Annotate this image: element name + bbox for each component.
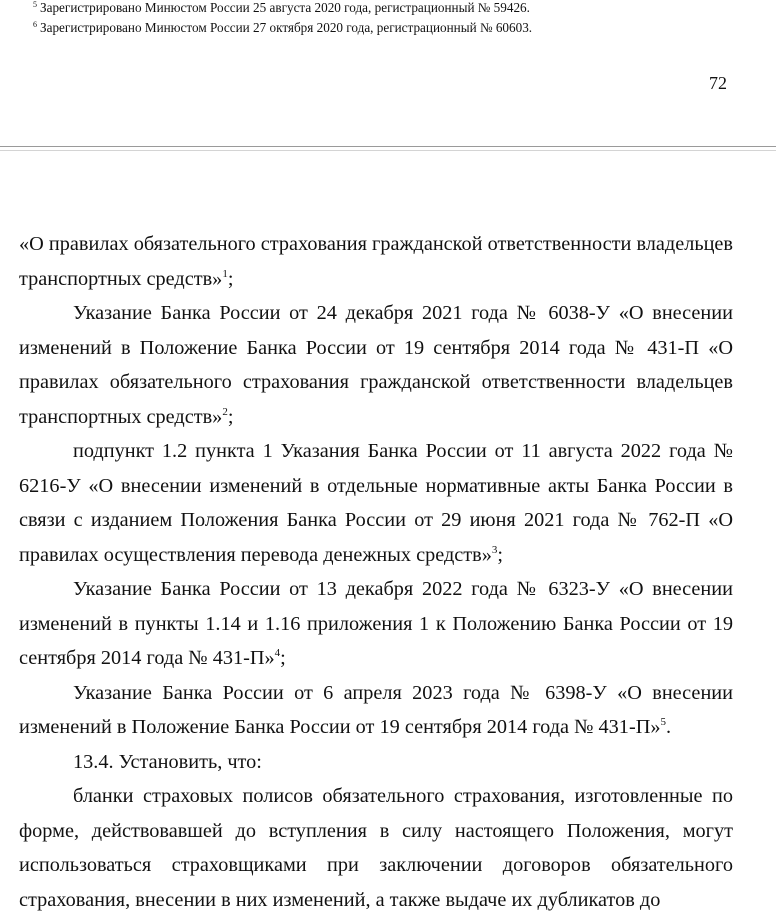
footnote-6 [33, 16, 753, 36]
paragraph-ukazanie-6323 [19, 572, 733, 676]
paragraph-continuation [19, 227, 733, 296]
paragraph-section-13-4 [19, 745, 733, 780]
footnote-number: 5 [33, 0, 37, 9]
paragraph-blanks [19, 779, 733, 915]
footnote-5 [33, 0, 753, 16]
paragraph-ukazanie-6038 [19, 296, 733, 434]
footnote-text: Зарегистрировано Минюстом России 25 августа 2020 года, регистрационный № 59426. [40, 0, 530, 15]
body-text [19, 227, 733, 915]
paragraph-tail: ; [227, 405, 234, 428]
footnote-ref: 1 [222, 267, 228, 280]
footnote-ref: 5 [660, 716, 666, 728]
paragraph-text: бланки страховых полисов обязательного страхования, изготовленные по форме, действовавшей до вступления в силу настоящего Положения, могут использоваться страховщиками при заключении договоров обязательного страхования, внесении в них изменений, а также выдаче их дубликатов до [19, 785, 733, 911]
paragraph-text: Указание Банка России от 6 апреля 2023 года № 6398-У «О внесении изменений в Положение Банка России от 19 сентября 2014 года № 431-П» [19, 681, 733, 738]
paragraph-tail: . [666, 716, 672, 738]
page-break-line-secondary [0, 150, 776, 151]
page-break-line [0, 146, 776, 147]
paragraph-ukazanie-6398 [19, 676, 733, 745]
paragraph-text: «О правилах обязательного страхования гражданской ответственности владельцев транспортных средств» [19, 233, 733, 290]
paragraph-text: Указание Банка России от 13 декабря 2022 года № 6323-У «О внесении изменений в пункты 1.14 и 1.16 приложения 1 к Положению Банка России от 19 сентября 2014 года № 431-П» [19, 578, 733, 669]
paragraph-text: 13.4. Установить, что: [73, 750, 262, 773]
footnote-number: 6 [33, 20, 37, 29]
paragraph-text: Указание Банка России от 24 декабря 2021 года № 6038-У «О внесении изменений в Положение Банка России от 19 сентября 2014 года № 431-П «О правилах обязательного страхования гражданской ответственности владельцев транспортных средств» [19, 302, 733, 428]
footnote-text: Зарегистрировано Минюстом России 27 октября 2020 года, регистрационный № 60603. [40, 20, 533, 35]
paragraph-tail: ; [227, 267, 234, 290]
paragraph-text: подпункт 1.2 пункта 1 Указания Банка России от 11 августа 2022 года № 6216-У «О внесении изменений в отдельные нормативные акты Банка России в связи с изданием Положения Банка России от 29 июня 2021 года № 762-П «О правилах осуществления перевода денежных средств» [19, 440, 733, 566]
footnote-ref: 3 [491, 543, 498, 556]
footnotes [33, 0, 753, 36]
page-number: 72 [709, 73, 727, 93]
footnote-ref: 4 [274, 647, 281, 659]
paragraph-tail: ; [280, 647, 286, 669]
paragraph-tail: ; [497, 543, 503, 566]
paragraph-ukazanie-6216 [19, 434, 733, 572]
footnote-ref: 2 [222, 405, 228, 418]
